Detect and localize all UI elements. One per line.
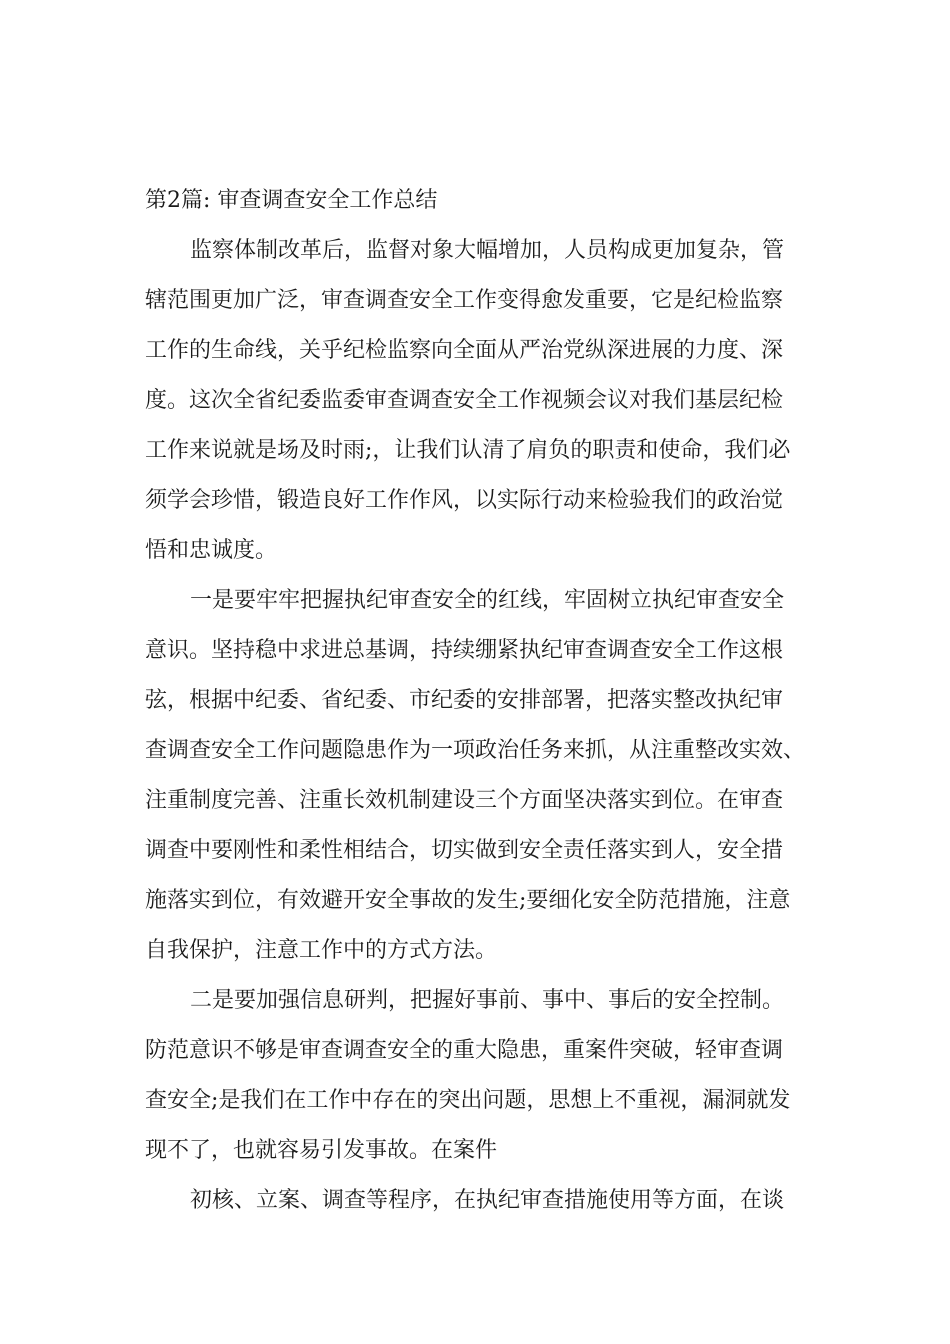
paragraph-3-line-2: 防范意识不够是审查调查安全的重大隐患，重案件突破，轻审查调 [145, 1038, 784, 1063]
paragraph-2-line-3: 弦，根据中纪委、省纪委、市纪委的安排部署，把落实整改执纪审 [145, 688, 784, 713]
paragraph-2-line-4: 查调查安全工作问题隐患作为一项政治任务来抓，从注重整改实效、 [145, 738, 806, 763]
paragraph-1-line-5: 工作来说就是场及时雨;，让我们认清了肩负的职责和使命，我们必 [145, 438, 791, 463]
paragraph-1-line-6: 须学会珍惜，锻造良好工作作风，以实际行动来检验我们的政治觉 [145, 488, 784, 513]
paragraph-1-line-1: 监察体制改革后，监督对象大幅增加，人员构成更加复杂，管 [190, 238, 785, 263]
paragraph-3-line-1: 二是要加强信息研判，把握好事前、事中、事后的安全控制。 [190, 988, 785, 1013]
paragraph-3-line-4: 现不了，也就容易引发事故。在案件 [145, 1138, 498, 1163]
paragraph-4-line-1: 初核、立案、调查等程序，在执纪审查措施使用等方面，在谈 [190, 1188, 785, 1213]
paragraph-3-line-3: 查安全;是我们在工作中存在的突出问题，思想上不重视，漏洞就发 [145, 1088, 791, 1113]
paragraph-1-line-4: 度。这次全省纪委监委审查调查安全工作视频会议对我们基层纪检 [145, 388, 784, 413]
paragraph-2-line-7: 施落实到位，有效避开安全事故的发生;要细化安全防范措施，注意 [145, 888, 791, 913]
paragraph-2-line-8: 自我保护，注意工作中的方式方法。 [145, 938, 498, 963]
paragraph-1-line-2: 辖范围更加广泛，审查调查安全工作变得愈发重要，它是纪检监察 [145, 288, 784, 313]
paragraph-1-line-7: 悟和忠诚度。 [145, 538, 278, 563]
paragraph-2-line-5: 注重制度完善、注重长效机制建设三个方面坚决落实到位。在审查 [145, 788, 784, 813]
paragraph-2-line-1: 一是要牢牢把握执纪审查安全的红线，牢固树立执纪审查安全 [190, 588, 785, 613]
paragraph-1-line-3: 工作的生命线，关乎纪检监察向全面从严治党纵深进展的力度、深 [145, 338, 784, 363]
paragraph-2-line-6: 调查中要刚性和柔性相结合，切实做到安全责任落实到人，安全措 [145, 838, 784, 863]
document-title: 第2篇: 审查调查安全工作总结 [145, 188, 438, 213]
paragraph-2-line-2: 意识。坚持稳中求进总基调，持续绷紧执纪审查调查安全工作这根 [145, 638, 784, 663]
